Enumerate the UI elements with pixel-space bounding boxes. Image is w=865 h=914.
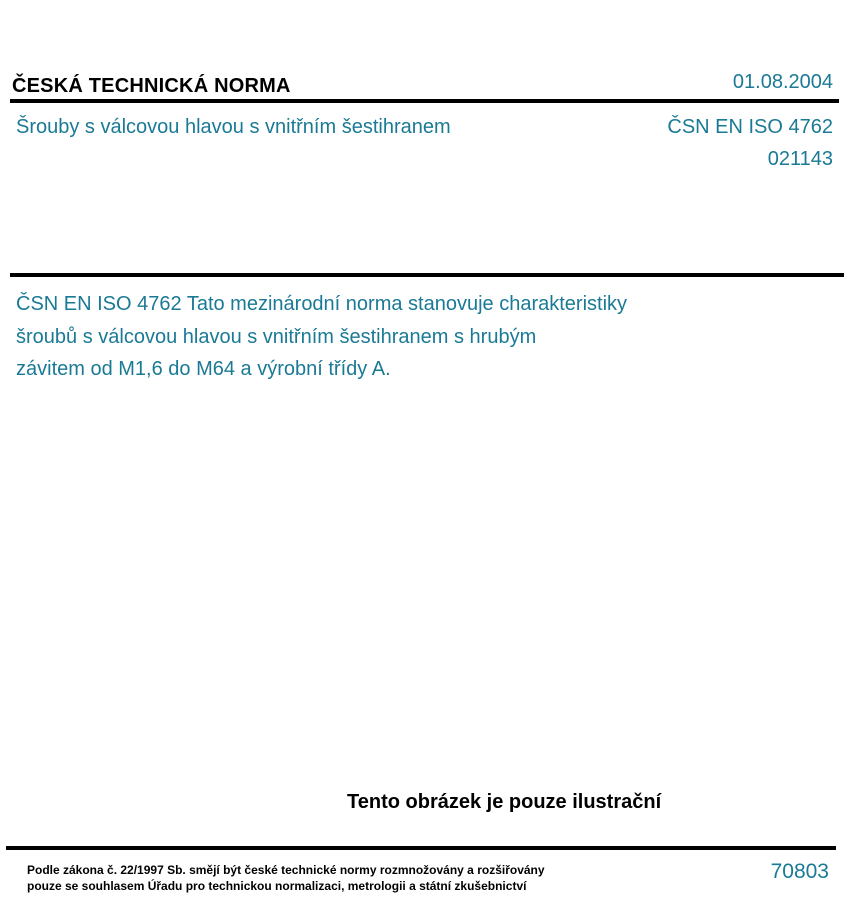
- abstract-text: [16, 288, 716, 386]
- document-heading: ČESKÁ TECHNICKÁ NORMA: [12, 75, 291, 97]
- footer-rule: [6, 846, 836, 850]
- abstract-line: šroubů s válcovou hlavou s vnitřním šestihranem s hrubým: [16, 325, 537, 348]
- abstract-line: závitem od M1,6 do M64 a výrobní třídy A.: [16, 358, 391, 380]
- legal-line: pouze se souhlasem Úřadu pro technickou normalizaci, metrologii a státní zkušebnictví: [27, 878, 527, 893]
- catalog-number: 70803: [770, 860, 829, 883]
- header-rule: [10, 99, 839, 103]
- legal-notice: [27, 863, 545, 894]
- standard-code: ČSN EN ISO 4762: [667, 116, 833, 138]
- illustration-note: Tento obrázek je pouze ilustrační: [347, 791, 662, 813]
- standard-subtitle: Šrouby s válcovou hlavou s vnitřním šestihranem: [16, 116, 451, 138]
- classification-code: 021143: [767, 148, 833, 170]
- publication-date: 01.08.2004: [732, 71, 833, 93]
- legal-line: Podle zákona č. 22/1997 Sb. smějí být české technické normy rozmnožovány a rozšiřovány: [27, 863, 545, 877]
- section-rule: [10, 273, 844, 277]
- abstract-line: ČSN EN ISO 4762 Tato mezinárodní norma stanovuje charakteristiky: [16, 293, 628, 315]
